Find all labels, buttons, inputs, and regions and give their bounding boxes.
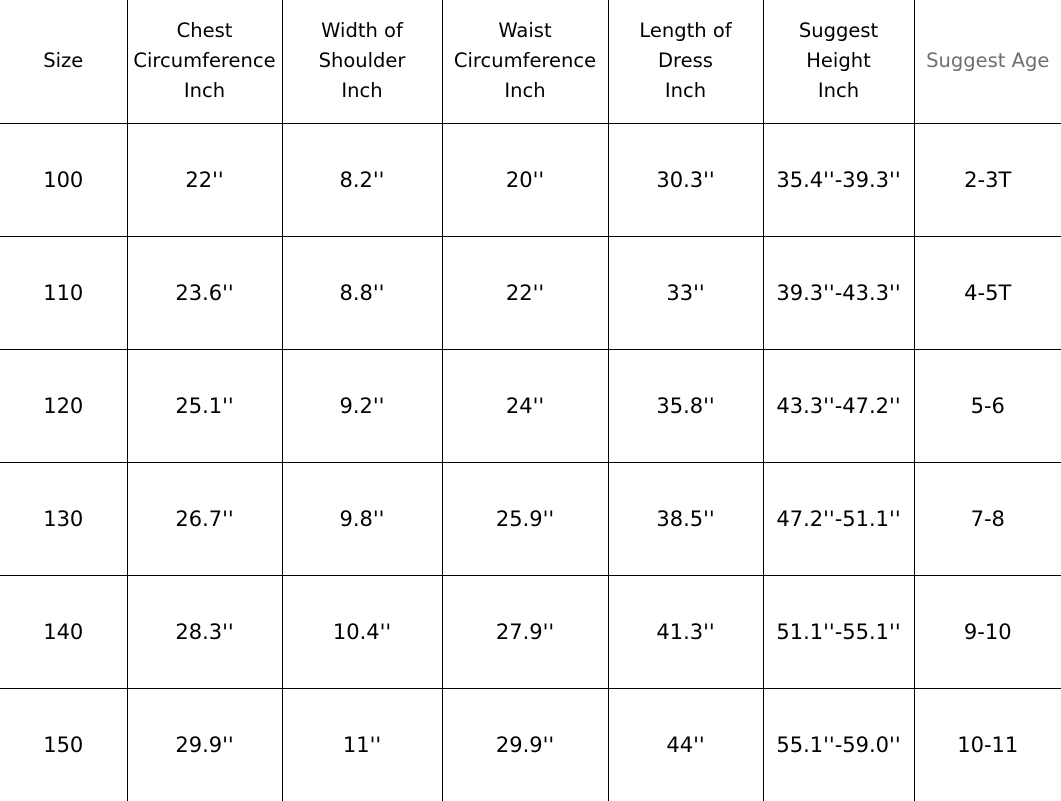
cell-shoulder: 9.8'' <box>282 462 442 575</box>
cell-size: 120 <box>0 349 127 462</box>
cell-height: 51.1''-55.1'' <box>763 575 914 688</box>
cell-length: 41.3'' <box>608 575 763 688</box>
cell-height: 43.3''-47.2'' <box>763 349 914 462</box>
header-line: Size <box>43 49 84 73</box>
column-header-waist-circumference <box>442 0 608 123</box>
cell-size: 110 <box>0 236 127 349</box>
cell-chest: 23.6'' <box>127 236 282 349</box>
table-row <box>0 123 1061 236</box>
cell-length: 33'' <box>608 236 763 349</box>
column-header-length-of-dress <box>608 0 763 123</box>
header-line: Suggest Age <box>926 49 1050 73</box>
header-line: Inch <box>183 79 226 103</box>
cell-size: 130 <box>0 462 127 575</box>
cell-waist: 22'' <box>442 236 608 349</box>
cell-shoulder: 10.4'' <box>282 575 442 688</box>
cell-chest: 22'' <box>127 123 282 236</box>
cell-age: 5-6 <box>914 349 1061 462</box>
cell-height: 39.3''-43.3'' <box>763 236 914 349</box>
cell-size: 140 <box>0 575 127 688</box>
cell-height: 55.1''-59.0'' <box>763 688 914 801</box>
table-row <box>0 349 1061 462</box>
cell-waist: 24'' <box>442 349 608 462</box>
header-line: Height <box>806 49 871 73</box>
cell-age: 10-11 <box>914 688 1061 801</box>
table-row <box>0 575 1061 688</box>
header-line: Dress <box>658 49 713 73</box>
cell-length: 38.5'' <box>608 462 763 575</box>
cell-length: 30.3'' <box>608 123 763 236</box>
column-header-suggest-age <box>914 0 1061 123</box>
cell-shoulder: 8.2'' <box>282 123 442 236</box>
cell-age: 7-8 <box>914 462 1061 575</box>
header-line: Circumference <box>453 49 597 73</box>
column-header-suggest-height <box>763 0 914 123</box>
cell-waist: 25.9'' <box>442 462 608 575</box>
cell-chest: 29.9'' <box>127 688 282 801</box>
cell-height: 47.2''-51.1'' <box>763 462 914 575</box>
cell-waist: 20'' <box>442 123 608 236</box>
header-line: Circumference <box>133 49 276 73</box>
column-header-width-of-shoulder <box>282 0 442 123</box>
header-line: Suggest <box>798 18 879 42</box>
cell-chest: 25.1'' <box>127 349 282 462</box>
cell-age: 2-3T <box>914 123 1061 236</box>
cell-height: 35.4''-39.3'' <box>763 123 914 236</box>
table-body <box>0 123 1061 801</box>
cell-waist: 27.9'' <box>442 575 608 688</box>
header-line: Inch <box>664 79 707 103</box>
cell-waist: 29.9'' <box>442 688 608 801</box>
cell-size: 150 <box>0 688 127 801</box>
cell-chest: 26.7'' <box>127 462 282 575</box>
cell-age: 4-5T <box>914 236 1061 349</box>
cell-age: 9-10 <box>914 575 1061 688</box>
table-row <box>0 236 1061 349</box>
cell-shoulder: 9.2'' <box>282 349 442 462</box>
cell-shoulder: 11'' <box>282 688 442 801</box>
table-header <box>0 0 1061 123</box>
header-line: Chest <box>176 18 233 42</box>
column-header-size <box>0 0 127 123</box>
header-row <box>0 0 1061 123</box>
header-line: Inch <box>504 79 546 103</box>
cell-shoulder: 8.8'' <box>282 236 442 349</box>
table-row <box>0 688 1061 801</box>
header-line: Shoulder <box>318 49 406 73</box>
header-line: Inch <box>341 79 383 103</box>
cell-chest: 28.3'' <box>127 575 282 688</box>
cell-length: 44'' <box>608 688 763 801</box>
table-row <box>0 462 1061 575</box>
column-header-chest-circumference <box>127 0 282 123</box>
cell-size: 100 <box>0 123 127 236</box>
header-line: Inch <box>817 79 860 103</box>
cell-length: 35.8'' <box>608 349 763 462</box>
header-line: Waist <box>498 18 552 42</box>
header-line: Length of <box>639 18 732 42</box>
header-line: Width of <box>321 18 403 42</box>
